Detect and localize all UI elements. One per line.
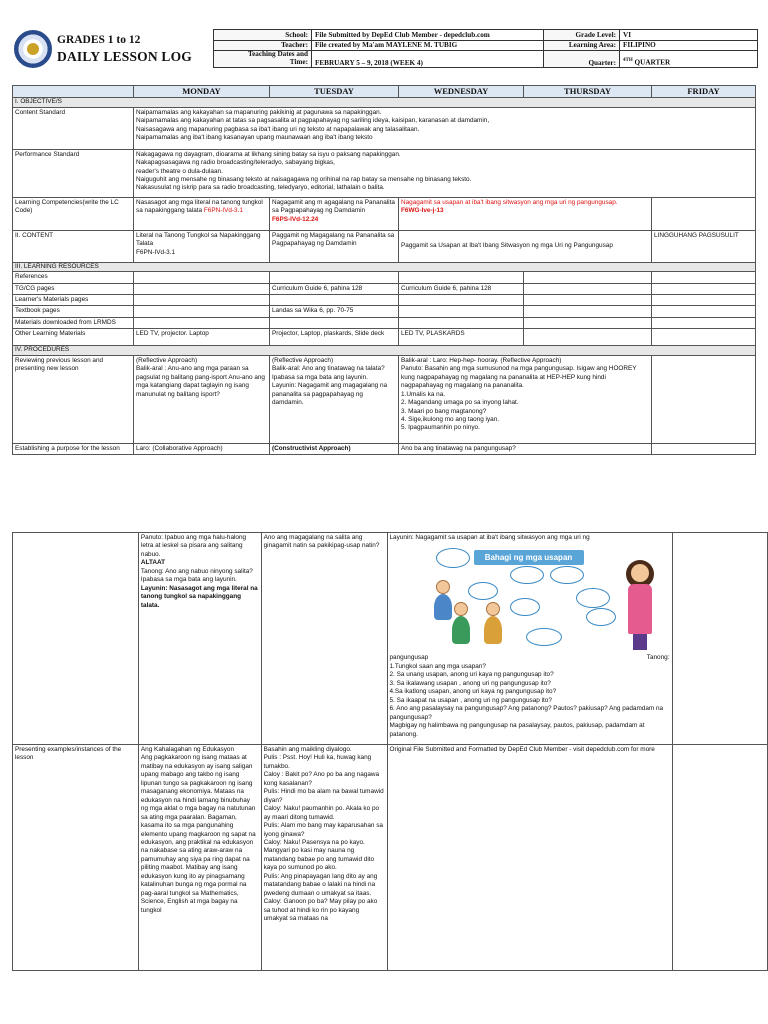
purpose-row bbox=[13, 443, 756, 454]
presenting-tuesday: Basahin ang maikling diyalogo. Pulis : Psst. Hoy! Huli ka, huwag kang tumakbo. Caloy : Bakit po? Ano po ba ang nagawa kong kasalanan? Pulis: Hindi mo ba alam na bawal tumawid diyan? Caloy: Naku! paumanhin po. Akala ko po ay maari ditong tumawid. Pulis: Alam mo bang may kaparusahan sa iyong ginawa? Caloy: Naku! Pasensya na po kayo. Mangyari po kasi may nauna ng matandang babae po ang tumawid dito kaya po sumunod po ako. Pulis: Ang pinapayagan lang dito ay ang matatandang babae o lalaki na hindi na pwedeng dumaan o umakyat sa itaas. Caloy: Ganoon po ba? May pilay po ako sa tuhod at hindi ko rin po kayang umakyat sa mataas na bbox=[261, 745, 387, 971]
other-monday: LED TV, projector. Laptop bbox=[134, 329, 270, 346]
grade-value: VI bbox=[620, 30, 758, 41]
child-icon bbox=[454, 602, 468, 616]
content-row bbox=[13, 230, 756, 262]
content-label: II. CONTENT bbox=[13, 230, 134, 262]
competencies-label: Learning Competencies(write the LC Code) bbox=[13, 197, 134, 230]
content-tuesday: Paggamit ng Magagalang na Pananalita sa Pagpapahayag ng Damdamin bbox=[270, 230, 399, 262]
other-tuesday: Projector, Laptop, plaskards, Slide deck bbox=[270, 329, 399, 346]
speech-bubble-icon bbox=[436, 548, 470, 568]
lm-row: Learner's Materials pages bbox=[13, 295, 756, 306]
header bbox=[12, 29, 758, 72]
performance-standard-label: Performance Standard bbox=[13, 149, 134, 197]
teacher-label: Teacher: bbox=[214, 40, 312, 51]
competencies-row bbox=[13, 197, 756, 230]
quarter-label: Quarter: bbox=[544, 51, 620, 68]
content-standard-label: Content Standard bbox=[13, 107, 134, 149]
illustration-title: Bahagi ng mga usapan bbox=[474, 550, 584, 565]
document-title: DAILY LESSON LOG bbox=[57, 49, 192, 64]
purpose-tuesday: (Constructivist Approach) bbox=[270, 443, 399, 454]
day-friday: FRIDAY bbox=[652, 86, 756, 98]
speech-bubble-icon bbox=[510, 598, 540, 616]
dates-value: FEBRUARY 5 – 9, 2018 (WEEK 4) bbox=[312, 51, 544, 68]
purpose-label: Establishing a purpose for the lesson bbox=[13, 443, 134, 454]
child-icon bbox=[484, 616, 502, 644]
corner-cell bbox=[13, 86, 134, 98]
tg-wednesday: Curriculum Guide 6, pahina 128 bbox=[399, 283, 524, 294]
area-label: Learning Area: bbox=[544, 40, 620, 51]
school-value: File Submitted by DepEd Club Member - depedclub.com bbox=[312, 30, 544, 41]
speech-bubble-icon bbox=[468, 582, 498, 600]
lrmds-row: Materials downloaded from LRMDS bbox=[13, 317, 756, 328]
dates-label: Teaching Dates and Time: bbox=[214, 51, 312, 68]
purpose-monday: Laro: (Collaborative Approach) bbox=[134, 443, 270, 454]
speech-bubble-icon bbox=[550, 566, 584, 584]
school-label: School: bbox=[214, 30, 312, 41]
purpose-wednesday: Ano ba ang tinatawag na pangungusap? bbox=[399, 443, 652, 454]
competency-friday bbox=[652, 197, 756, 230]
speech-bubble-icon bbox=[526, 628, 562, 646]
child-icon bbox=[486, 602, 500, 616]
section-objectives: I. OBJECTIVE/S bbox=[13, 98, 756, 107]
section-procedures: IV. PROCEDURES bbox=[13, 346, 756, 355]
speech-bubble-icon bbox=[510, 566, 544, 584]
child-icon bbox=[434, 594, 452, 620]
child-icon bbox=[452, 616, 470, 644]
content-wednesday: Paggamit sa Usapan at Iba't Ibang Sitwasyon ng mga Uri ng Pangungusap bbox=[399, 230, 652, 262]
competency-monday: Nasasagot ang mga literal na tanong tungkol sa napakinggang talata F6PN-IVd-3.1 bbox=[134, 197, 270, 230]
other-wednesday: LED TV, PLASKARDS bbox=[399, 329, 524, 346]
source-note: Original File Submitted and Formatted by DepEd Club Member - visit depedclub.com for more bbox=[389, 746, 655, 753]
reviewing-tuesday: (Reflective Approach) Balik-aral: Ano ang tinatawag na talata? Ipabasa sa mga bata ang layunin. Layunin: Nagagamit ang magagalang na pananalita sa pagpapahayag ng damdamin. bbox=[270, 355, 399, 443]
textbook-row: Textbook pages Landas sa Wika 6, pp. 70-75 bbox=[13, 306, 756, 317]
content-standard-text: Naipamamalas ang kakayahan sa mapanuring pakikinig at pagunawa sa napakinggan. Naipamamalas ang kakayahan at tatas sa pagsasalita at pagpapahayag ng sariling ideya, kaisipan, karanasan at damdamin, Naisasagawa ang mapanuring pagbasa sa iba't ibang uri ng teksto at napapalawak ang talasalitaan. Naipamamalas ang iba't ibang kasanayan upang maunawaan ang iba't ibang teksto bbox=[134, 107, 756, 149]
day-wednesday: WEDNESDAY bbox=[399, 86, 524, 98]
lesson-table-page2 bbox=[12, 532, 768, 971]
references-row: References bbox=[13, 272, 756, 283]
tg-row: TG/CG pages Curriculum Guide 6, pahina 128 Curriculum Guide 6, pahina 128 bbox=[13, 283, 756, 294]
purpose-continued-row bbox=[13, 533, 768, 745]
content-standard-row bbox=[13, 107, 756, 149]
reviewing-wednesday: Balik-aral : Laro: Hep-hep- hooray. (Reflective Approach) Panuto: Basahin ang mga sumusunod na mga pangungusap. Isigaw ang HOOREY kung nagpapahayag ng magalang na pananalita at HEP-HEP kung hindi nagpapahayag ng magalang na pananalita. 1.Umalis ka na. 2. Magandang umaga po sa inyong lahat. 3. Maari po bang magtanong? 4. Sige,ikulong mo ang taong iyan. 5. Ipagpaumanhin po ninyo. bbox=[399, 355, 652, 443]
presenting-row bbox=[13, 745, 768, 971]
presenting-monday: Ang Kahalagahan ng Edukasyon Ang pagkakaroon ng isang mataas at matibay na edukasyon ay isang saligan upang mabago ang takbo ng isang lipunan tungo sa pagkakaroon ng isang masaganang ekonomiya. Mataas na edukasyon na hindi lamang binubuhay ng mga aklat o mga bagay na natutunan sa ating mga paaralan. Bagaman, kasama ito sa mga pangunahing elemento upang magkaroon ng sapat na edukasyon, ang praktikal na edukasyon na nakabase sa ating araw-araw na pamumuhay ang siya pa ring dapat na piliting maabot. Matibay ang isang edukasyon kung ito ay pinagsamang katalinuhan bunga ng mga pormal na pag-aaral tungkol sa Mathematics, Science, English at mga bagay na tungkol bbox=[138, 745, 261, 971]
competency-tuesday: Nagagamit ang m agagalang na Pananalita sa Pagpapahayag ng Damdamin F6PS-IVd-12.24 bbox=[270, 197, 399, 230]
textbook-tuesday: Landas sa Wika 6, pp. 70-75 bbox=[270, 306, 399, 317]
presenting-wednesday bbox=[387, 745, 672, 971]
competency-wednesday: Nagagamit sa usapan at iba't ibang sitwasyon ang mga uri ng pangungusap. F6WG-Ive-j-13 bbox=[399, 197, 652, 230]
day-monday: MONDAY bbox=[134, 86, 270, 98]
area-value: FILIPINO bbox=[620, 40, 758, 51]
reviewing-row bbox=[13, 355, 756, 443]
days-header-row bbox=[13, 86, 756, 98]
grade-label: Grade Level: bbox=[544, 30, 620, 41]
section-resources: III. LEARNING RESOURCES bbox=[13, 262, 756, 271]
page2-tuesday: Ano ang magagalang na salita ang ginagamit natin sa pakikipag-usap natin? bbox=[261, 533, 387, 745]
content-friday: LINGGUHANG PAGSUSULIT bbox=[652, 230, 756, 262]
presenting-label: Presenting examples/instances of the lesson bbox=[13, 745, 139, 971]
speech-bubble-icon bbox=[576, 588, 610, 608]
grades-label: GRADES 1 to 12 bbox=[57, 34, 141, 46]
info-table bbox=[213, 29, 758, 68]
child-icon bbox=[436, 580, 450, 594]
reviewing-monday: (Reflective Approach) Balik-aral : Anu-ano ang mga paraan sa pagsulat ng balitang pang-isport Anu-ano ang mga katangiang dapat taglayin ng isang manunulat ng balitang isport? bbox=[134, 355, 270, 443]
content-monday: Literal na Tanong Tungkol sa Napakinggang Talata F6PN-IVd-3.1 bbox=[134, 230, 270, 262]
performance-standard-text: Nakagagawa ng dayagram, dioarama at likhang sining batay sa isyu o paksang napakinggan. Nakapagsasagawa ng radio broadcasting/teleradyo, sabayang bigkas, reader's theatre o dula-dulaan. Naiguguhit ang mensahe ng binasang teksto at naisagagawa ng orihinal na rap batay sa mensahe ng binasang teksto. Nakasusulat ng iskrip para sa radio broadcasting, teledyaryo, editorial, lathalain o balita. bbox=[134, 149, 756, 197]
day-thursday: THURSDAY bbox=[524, 86, 652, 98]
teacher-value: File created by Ma'am MAYLENE M. TUBIG bbox=[312, 40, 544, 51]
quarter-value: $^{4TH}$ QUARTER bbox=[620, 51, 758, 68]
page2-wednesday: Layunin: Nagagamit sa usapan at iba't ibang sitwasyon ang mga uri ng Bahagi ng mga usapan pangungusap Tanong: 1.Tungkol saan ang mga usapan? 2. Sa unang usapan, anong uri kaya ng pangungusap ito? 3. Sa ikalawang usapan , anong uri ng pangungusap ito? 4.Sa ikatlong usapan, anong uri kaya ng pangungusap ito? 5. Sa ikaapat na usapan , anong uri ng pangungusap ito? 6. Ano ang pasalaysay na pangungusap? Ang patanong? Pautos? pakiusap? Ang padamdam na pangungusap? Magbigay ng halimbawa ng pangungusap na pasalaysay, pautos, pakiusap, padamdam at patanong. bbox=[387, 533, 672, 745]
tg-tuesday: Curriculum Guide 6, pahina 128 bbox=[270, 283, 399, 294]
conversation-illustration bbox=[430, 544, 670, 652]
other-materials-row: Other Learning Materials LED TV, projector. Laptop Projector, Laptop, plaskards, Slide deck LED TV, PLASKARDS bbox=[13, 329, 756, 346]
page2-monday: Panuto: Ipabuo ang mga halu-halong letra at ieskel sa pisara ang salitang nabuo. ALTAAT Tanong: Ano ang nabuo ninyong salita? Ipabasa sa mga bata ang layunin. Layunin: Nasasagot ang mga literal na tanong tungkol sa napakinggang talata. bbox=[138, 533, 261, 745]
performance-standard-row bbox=[13, 149, 756, 197]
deped-seal-icon bbox=[14, 30, 52, 68]
lesson-table-page1 bbox=[12, 85, 756, 455]
speech-bubble-icon bbox=[586, 608, 616, 626]
reviewing-label: Reviewing previous lesson and presenting new lesson bbox=[13, 355, 134, 443]
day-tuesday: TUESDAY bbox=[270, 86, 399, 98]
